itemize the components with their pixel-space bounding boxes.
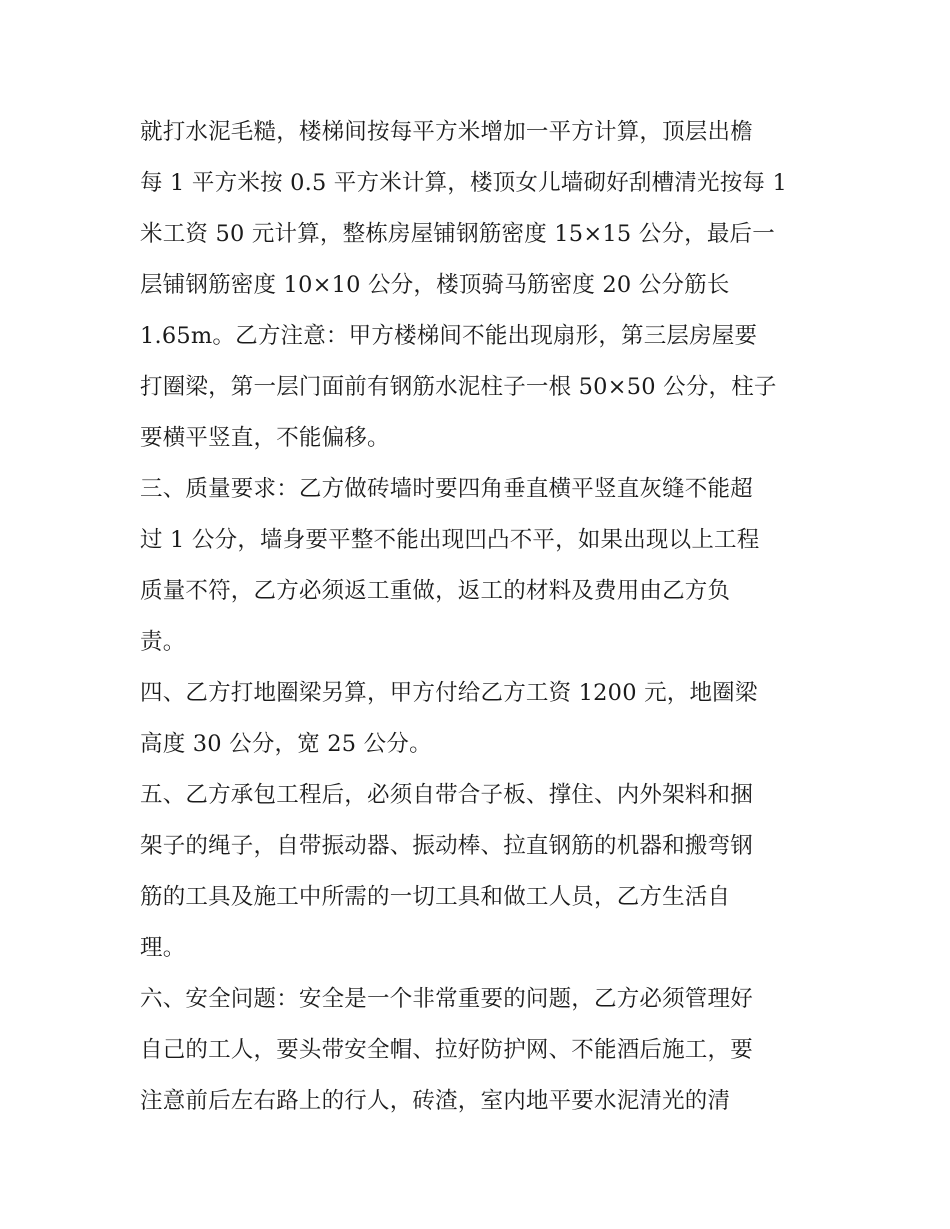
text-line: 责。: [140, 629, 186, 655]
text-line: 理。: [140, 935, 186, 961]
text-line: 质量不符，乙方必须返工重做，返工的材料及费用由乙方负: [140, 578, 731, 604]
text-line: 筋的工具及施工中所需的一切工具和做工人员，乙方生活自: [140, 884, 731, 910]
text-line: 注意前后左右路上的行人，砖渣，室内地平要水泥清光的清: [140, 1088, 731, 1114]
section-heading-line: 五、乙方承包工程后，必须自带合子板、撑住、内外架料和捆: [140, 782, 753, 808]
text-line: 高度 30 公分，宽 25 公分。: [140, 731, 432, 757]
section-heading-line: 三、质量要求：乙方做砖墙时要四角垂直横平竖直灰缝不能超: [140, 476, 753, 502]
text-line: 过 1 公分，墙身要平整不能出现凹凸不平，如果出现以上工程: [140, 527, 760, 553]
text-line: 米工资 50 元计算，整栋房屋铺钢筋密度 15×15 公分，最后一: [140, 221, 775, 247]
text-line: 层铺钢筋密度 10×10 公分，楼顶骑马筋密度 20 公分筋长: [140, 272, 730, 298]
text-line: 要横平竖直，不能偏移。: [140, 425, 390, 451]
text-line: 每 1 平方米按 0.5 平方米计算，楼顶女儿墙砌好刮槽清光按每 1: [140, 170, 787, 196]
section-heading-line: 六、安全问题：安全是一个非常重要的问题，乙方必须管理好: [140, 986, 753, 1012]
text-line: 打圈梁，第一层门面前有钢筋水泥柱子一根 50×50 公分，柱子: [140, 374, 777, 400]
text-line: 就打水泥毛糙，楼梯间按每平方米增加一平方计算，顶层出檐: [140, 119, 753, 145]
text-line: 架子的绳子，自带振动器、振动棒、拉直钢筋的机器和搬弯钢: [140, 833, 753, 859]
text-line: 1.65m。乙方注意：甲方楼梯间不能出现扇形，第三层房屋要: [140, 323, 758, 349]
section-heading-line: 四、乙方打地圈梁另算，甲方付给乙方工资 1200 元，地圈梁: [140, 680, 758, 706]
text-line: 自己的工人，要头带安全帽、拉好防护网、不能酒后施工，要: [140, 1037, 753, 1063]
document-body: [140, 107, 820, 1127]
